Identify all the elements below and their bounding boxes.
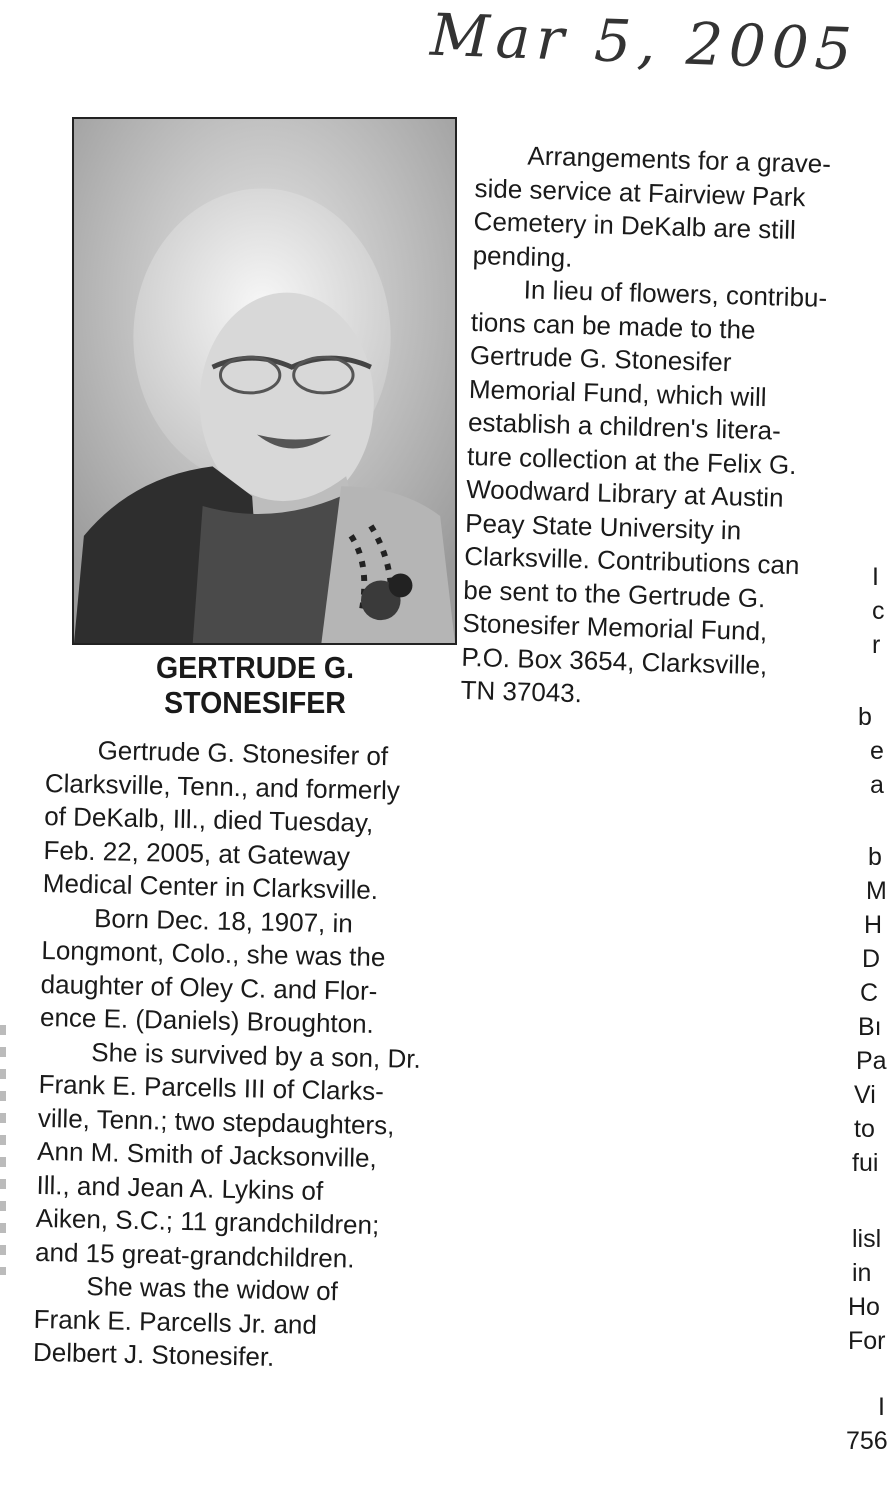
text-line: Memorial Fund, which will — [468, 373, 767, 412]
adjacent-fragment-group — [850, 840, 887, 1180]
text-line: She was the widow of — [86, 1270, 339, 1307]
fragment-text: I — [872, 563, 879, 591]
text-line: Longmont, Colo., she was the — [41, 934, 386, 973]
text-line: be sent to the Gertrude G. — [462, 574, 766, 613]
fragment-text: For — [848, 1327, 886, 1355]
text-line: tions can be made to the — [470, 306, 756, 345]
fragment-text: H — [864, 911, 883, 939]
obituary-column-1 — [33, 733, 446, 1378]
paragraph-survivors — [35, 1034, 440, 1277]
paragraph-birth — [40, 900, 443, 1042]
text-line: TN 37043. — [460, 674, 583, 709]
fragment-text: r — [872, 631, 881, 659]
fragment-text: a — [870, 771, 884, 799]
text-line: ture collection at the Felix G. — [466, 440, 797, 480]
text-line: Stonesifer Memorial Fund, — [462, 607, 768, 647]
fragment-text: C — [860, 979, 879, 1007]
name-line-1: GERTRUDE G. — [155, 650, 355, 685]
fragment-text: b — [868, 843, 882, 871]
paragraph-widow — [33, 1269, 435, 1378]
text-line: Medical Center in Clarksville. — [42, 867, 379, 905]
portrait-photo — [72, 117, 457, 645]
fragment-text: Ho — [848, 1293, 880, 1321]
fragment-text: M — [866, 877, 887, 905]
fragment-text: Bı — [858, 1013, 882, 1041]
text-line: and 15 great-grandchildren. — [34, 1236, 355, 1274]
text-line: Born Dec. 18, 1907, in — [93, 902, 354, 938]
fragment-text: 756 — [846, 1427, 888, 1455]
fragment-text: fui — [852, 1149, 879, 1177]
text-line: Gertrude G. Stonesifer of — [97, 735, 389, 772]
text-line: Clarksville. Contributions can — [463, 540, 800, 581]
paragraph-death — [42, 733, 445, 909]
fragment-text: to — [854, 1115, 875, 1143]
text-line: Woodward Library at Austin — [465, 473, 784, 513]
adjacent-fragment-group — [872, 560, 885, 662]
fragment-text: lisl — [852, 1225, 882, 1253]
fragment-text: c — [872, 597, 885, 625]
fragment-text: Vi — [854, 1081, 876, 1109]
adjacent-fragment-group — [848, 1222, 886, 1358]
fragment-text: I — [878, 1393, 885, 1421]
adjacent-fragment-group — [846, 1390, 888, 1458]
text-line: daughter of Oley C. and Flor- — [40, 968, 378, 1006]
text-line: Ill., and Jean A. Lykins of — [36, 1169, 324, 1206]
text-line: Ann M. Smith of Jacksonville, — [36, 1135, 378, 1174]
text-line: ville, Tenn.; two stepdaughters, — [37, 1102, 395, 1140]
scan-edge-artifact — [0, 1025, 6, 1275]
text-line: She is survived by a son, Dr. — [91, 1036, 422, 1074]
fragment-text: in — [852, 1259, 872, 1287]
portrait-image — [74, 119, 455, 643]
fragment-text: b — [858, 703, 872, 731]
text-line: establish a children's litera- — [467, 406, 782, 446]
fragment-text: Pa — [856, 1047, 887, 1075]
text-line: of DeKalb, Ill., died Tuesday, — [43, 800, 374, 838]
paragraph-contributions — [460, 272, 857, 718]
text-line: Feb. 22, 2005, at Gateway — [43, 834, 351, 871]
text-line: In lieu of flowers, contribu- — [523, 274, 828, 313]
fragment-text: D — [862, 945, 881, 973]
adjacent-fragment-group — [858, 700, 884, 802]
name-line-2: STONESIFER — [164, 685, 346, 720]
text-line: Arrangements for a grave- — [527, 140, 832, 179]
text-line: Cemetery in DeKalb are still — [473, 205, 797, 245]
text-line: Clarksville, Tenn., and formerly — [44, 767, 401, 805]
fragment-text: e — [870, 737, 884, 765]
text-line: Peay State University in — [464, 507, 742, 546]
text-line: side service at Fairview Park — [474, 172, 806, 212]
text-line: P.O. Box 3654, Clarksville, — [461, 641, 768, 680]
text-line: Aiken, S.C.; 11 grandchildren; — [35, 1202, 380, 1241]
text-line: Delbert J. Stonesifer. — [32, 1336, 275, 1372]
paragraph-arrangements — [472, 138, 861, 283]
obituary-name — [94, 650, 416, 720]
text-line: pending. — [472, 239, 573, 273]
text-line: Frank E. Parcells Jr. and — [33, 1303, 318, 1340]
text-line: ence E. (Daniels) Broughton. — [39, 1001, 375, 1039]
text-line: Gertrude G. Stonesifer — [469, 339, 732, 378]
text-line: Frank E. Parcells III of Clarks- — [38, 1068, 385, 1107]
obituary-column-2 — [460, 138, 861, 718]
handwritten-date: Mar 5, 2005 — [429, 0, 859, 84]
